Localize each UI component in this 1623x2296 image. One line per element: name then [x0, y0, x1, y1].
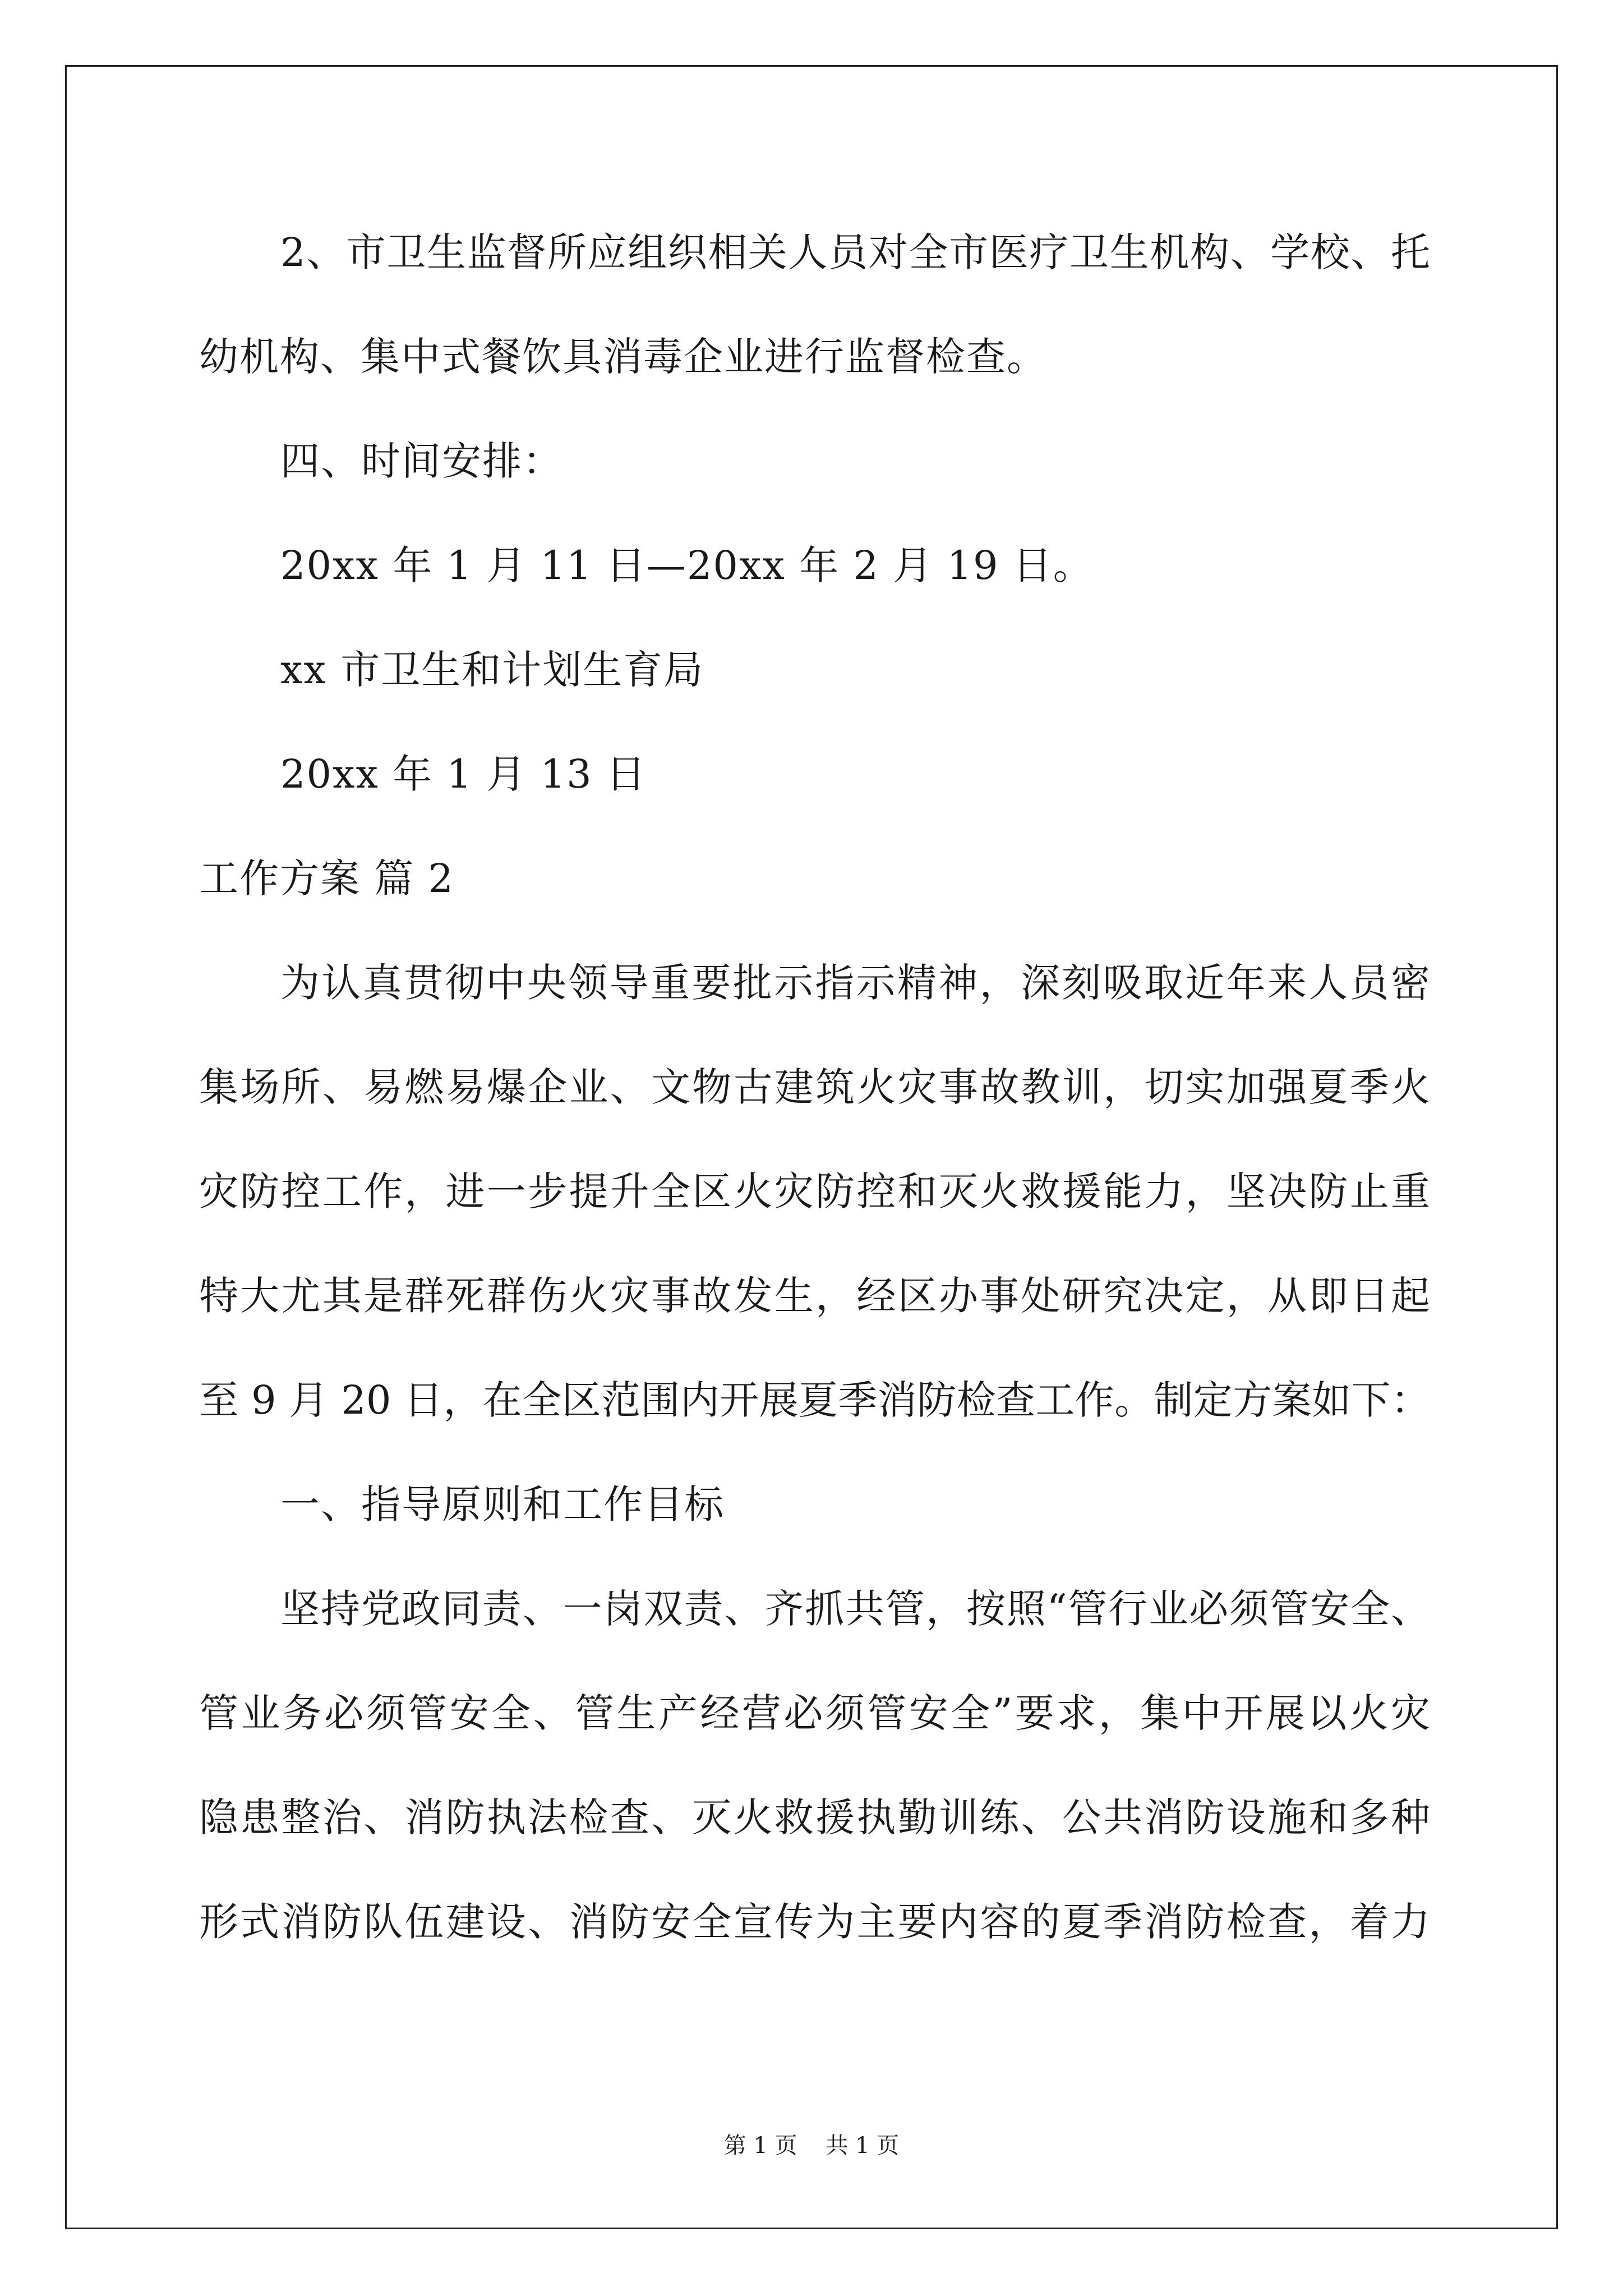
para-responsibility-line-3: 隐患整治、消防执法检查、灭火救援执勤训练、公共消防设施和多种 [199, 1795, 1430, 1841]
para-sanitation-inspection-line-2: 幼机构、集中式餐饮具消毒企业进行监督检查。 [199, 334, 1047, 380]
para-summer-fire-intro-line-3: 灾防控工作，进一步提升全区火灾防控和灭火救援能力，坚决防止重 [199, 1168, 1430, 1214]
time-range-line-line-1: 20xx 年 1 月 11 日—20xx 年 2 月 19 日。 [280, 542, 1094, 588]
para-responsibility-line-1: 坚持党政同责、一岗双责、齐抓共管，按照“管行业必须管安全、 [280, 1586, 1430, 1632]
issue-date-line-1: 20xx 年 1 月 13 日 [280, 751, 647, 797]
heading-guiding-principles-line-1: 一、指导原则和工作目标 [280, 1481, 725, 1527]
para-summer-fire-intro-line-5: 至 9 月 20 日，在全区范围内开展夏季消防检查工作。制定方案如下： [199, 1377, 1430, 1423]
para-responsibility-line-2: 管业务必须管安全、管生产经营必须管安全”要求，集中开展以火灾 [199, 1690, 1430, 1736]
heading-time-arrangement-line-1: 四、时间安排： [280, 438, 563, 484]
para-responsibility-line-4: 形式消防队伍建设、消防安全宣传为主要内容的夏季消防检查，着力 [199, 1899, 1430, 1945]
issuing-authority-line-1: xx 市卫生和计划生育局 [280, 647, 704, 693]
para-summer-fire-intro-line-4: 特大尤其是群死群伤火灾事故发生，经区办事处研究决定，从即日起 [199, 1273, 1430, 1319]
para-summer-fire-intro-line-1: 为认真贯彻中央领导重要批示指示精神，深刻吸取近年来人员密 [280, 960, 1430, 1006]
section-title-plan-2-line-1: 工作方案 篇 2 [199, 855, 455, 901]
page-footer: 第 1 页 共 1 页 [723, 2133, 900, 2159]
para-sanitation-inspection-line-1: 2、市卫生监督所应组织相关人员对全市医疗卫生机构、学校、托 [280, 229, 1430, 275]
para-summer-fire-intro-line-2: 集场所、易燃易爆企业、文物古建筑火灾事故教训，切实加强夏季火 [199, 1064, 1430, 1110]
